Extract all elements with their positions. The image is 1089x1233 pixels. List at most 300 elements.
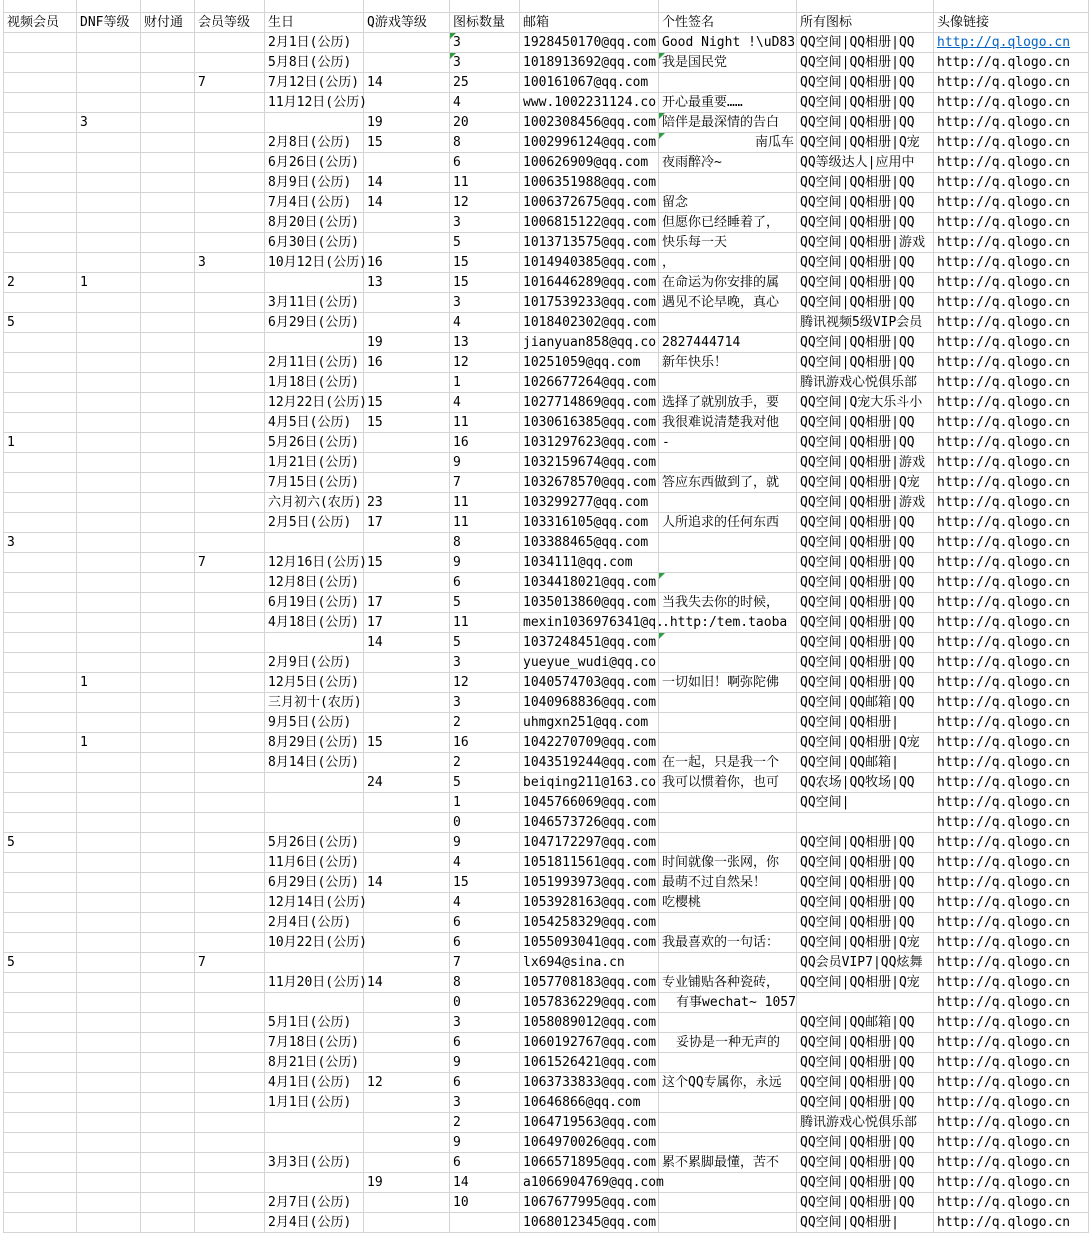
cell-vip-level[interactable] [195,153,265,173]
cell-all-icons[interactable]: QQ空间|QQ相册|QQ [797,673,934,693]
cell-signature[interactable] [659,693,797,713]
cell-vip-level[interactable] [195,653,265,673]
cell-icon-count[interactable]: 3 [450,53,520,73]
cell-qq-game-level[interactable] [364,693,450,713]
cell-avatar-link[interactable]: http://q.qlogo.cn [934,793,1089,813]
cell-vip-level[interactable]: 7 [195,553,265,573]
cell-tenpay[interactable] [141,393,195,413]
cell-vip-level[interactable] [195,1113,265,1133]
cell-avatar-link[interactable]: http://q.qlogo.cn [934,373,1089,393]
cell-avatar-link[interactable]: http://q.qlogo.cn [934,313,1089,333]
cell-signature[interactable] [659,453,797,473]
cell-qq-game-level[interactable]: 15 [364,393,450,413]
cell-birthday[interactable] [265,793,364,813]
cell-video-vip[interactable] [4,373,77,393]
cell-email[interactable]: 1042270709@qq.com [520,733,659,753]
cell-video-vip[interactable] [4,893,77,913]
cell-video-vip[interactable] [4,53,77,73]
cell-all-icons[interactable]: QQ空间|QQ相册|QQ [797,513,934,533]
cell-avatar-link[interactable]: http://q.qlogo.cn [934,973,1089,993]
cell-vip-level[interactable] [195,1093,265,1113]
cell-email[interactable]: lx694@sina.cn [520,953,659,973]
cell-video-vip[interactable] [4,1093,77,1113]
cell-signature[interactable] [659,913,797,933]
cell-tenpay[interactable] [141,33,195,53]
cell-tenpay[interactable] [141,753,195,773]
cell-email[interactable]: 1013713575@qq.com [520,233,659,253]
cell-avatar-link[interactable]: http://q.qlogo.cn [934,993,1089,1013]
cell-all-icons[interactable]: QQ空间|QQ相册|QQ [797,893,934,913]
cell-birthday[interactable]: 4月5日(公历) [265,413,364,433]
cell-all-icons[interactable]: QQ空间|QQ相册|QQ [797,353,934,373]
cell-avatar-link[interactable]: http://q.qlogo.cn [934,433,1089,453]
cell-dnf-level[interactable] [77,653,141,673]
header-dnf-level[interactable]: DNF等级 [77,13,141,33]
cell-tenpay[interactable] [141,873,195,893]
cell-signature[interactable]: 快乐每一天 [659,233,797,253]
cell-qq-game-level[interactable] [364,53,450,73]
cell-email[interactable]: 1006815122@qq.com [520,213,659,233]
cell-video-vip[interactable] [4,633,77,653]
cell-avatar-link[interactable]: http://q.qlogo.cn [934,473,1089,493]
cell-icon-count[interactable]: 3 [450,213,520,233]
cell-signature[interactable]: 陪伴是最深情的告白 [659,113,797,133]
cell-all-icons[interactable]: QQ空间|QQ邮箱|QQ [797,693,934,713]
cell-tenpay[interactable] [141,373,195,393]
cell-tenpay[interactable] [141,773,195,793]
cell-tenpay[interactable] [141,453,195,473]
cell-vip-level[interactable] [195,213,265,233]
cell-birthday[interactable]: 6月29日(公历) [265,873,364,893]
cell-video-vip[interactable] [4,73,77,93]
cell-avatar-link[interactable]: http://q.qlogo.cn [934,113,1089,133]
cell-avatar-link[interactable]: http://q.qlogo.cn [934,93,1089,113]
cell-vip-level[interactable] [195,813,265,833]
cell-dnf-level[interactable] [77,633,141,653]
cell-birthday[interactable]: 11月12日(公历) [265,93,364,113]
cell-signature[interactable]: 开心最重要…… [659,93,797,113]
cell-tenpay[interactable] [141,1173,195,1193]
cell-email[interactable]: uhmgxn251@qq.com [520,713,659,733]
cell-birthday[interactable]: 8月29日(公历) [265,733,364,753]
cell-qq-game-level[interactable] [364,93,450,113]
cell-birthday[interactable]: 六月初六(农历) [265,493,364,513]
cell-avatar-link[interactable]: http://q.qlogo.cn [934,1033,1089,1053]
cell-tenpay[interactable] [141,713,195,733]
cell-vip-level[interactable] [195,713,265,733]
cell-tenpay[interactable] [141,193,195,213]
cell-all-icons[interactable]: 腾讯游戏心悦俱乐部 [797,1113,934,1133]
cell-signature[interactable] [659,1213,797,1233]
cell-signature[interactable] [659,373,797,393]
cell-icon-count[interactable]: 3 [450,653,520,673]
cell-vip-level[interactable] [195,993,265,1013]
cell-tenpay[interactable] [141,1193,195,1213]
cell-dnf-level[interactable] [77,953,141,973]
cell-dnf-level[interactable] [77,373,141,393]
cell-all-icons[interactable]: QQ空间|QQ相册|QQ [797,1173,934,1193]
cell-dnf-level[interactable] [77,1173,141,1193]
cell-tenpay[interactable] [141,53,195,73]
cell-birthday[interactable]: 2月1日(公历) [265,33,364,53]
cell-dnf-level[interactable] [77,553,141,573]
cell-all-icons[interactable] [797,813,934,833]
cell-dnf-level[interactable] [77,93,141,113]
cell-video-vip[interactable] [4,513,77,533]
cell-video-vip[interactable] [4,873,77,893]
cell-email[interactable]: 1055093041@qq.com [520,933,659,953]
cell-signature[interactable] [659,1193,797,1213]
empty-cell[interactable] [77,0,141,13]
cell-all-icons[interactable]: QQ农场|QQ牧场|QQ [797,773,934,793]
cell-icon-count[interactable]: 2 [450,1113,520,1133]
cell-qq-game-level[interactable] [364,1033,450,1053]
cell-video-vip[interactable]: 5 [4,953,77,973]
cell-qq-game-level[interactable]: 17 [364,513,450,533]
cell-qq-game-level[interactable]: 24 [364,773,450,793]
cell-tenpay[interactable] [141,853,195,873]
cell-signature[interactable]: 这个QQ专属你，永远 [659,1073,797,1093]
cell-tenpay[interactable] [141,893,195,913]
cell-avatar-link[interactable]: http://q.qlogo.cn [934,1013,1089,1033]
cell-avatar-link[interactable]: http://q.qlogo.cn [934,1133,1089,1153]
cell-qq-game-level[interactable] [364,653,450,673]
cell-email[interactable]: 1034111@qq.com [520,553,659,573]
cell-birthday[interactable]: 12月22日(公历) [265,393,364,413]
cell-qq-game-level[interactable]: 14 [364,973,450,993]
cell-video-vip[interactable] [4,553,77,573]
cell-video-vip[interactable] [4,473,77,493]
cell-video-vip[interactable] [4,693,77,713]
cell-vip-level[interactable]: 7 [195,953,265,973]
cell-all-icons[interactable]: QQ空间|QQ相册|Q宠 [797,133,934,153]
cell-all-icons[interactable]: QQ空间|QQ相册|QQ [797,1193,934,1213]
cell-email[interactable]: 1018913692@qq.com [520,53,659,73]
cell-video-vip[interactable] [4,813,77,833]
cell-video-vip[interactable] [4,173,77,193]
cell-all-icons[interactable]: QQ空间|QQ相册|QQ [797,833,934,853]
cell-signature[interactable] [659,1133,797,1153]
cell-signature[interactable] [659,1173,797,1193]
cell-dnf-level[interactable] [77,1113,141,1133]
cell-birthday[interactable]: 6月29日(公历) [265,313,364,333]
cell-video-vip[interactable] [4,713,77,733]
cell-dnf-level[interactable] [77,853,141,873]
cell-avatar-link[interactable]: http://q.qlogo.cn [934,393,1089,413]
cell-birthday[interactable] [265,773,364,793]
cell-dnf-level[interactable] [77,873,141,893]
cell-email[interactable]: 1060192767@qq.com [520,1033,659,1053]
cell-tenpay[interactable] [141,733,195,753]
cell-email[interactable]: 1002996124@qq.com [520,133,659,153]
cell-tenpay[interactable] [141,1093,195,1113]
cell-birthday[interactable]: 6月26日(公历) [265,153,364,173]
cell-tenpay[interactable] [141,1073,195,1093]
cell-avatar-link[interactable]: http://q.qlogo.cn [934,833,1089,853]
cell-video-vip[interactable] [4,1113,77,1133]
cell-qq-game-level[interactable] [364,1193,450,1213]
cell-video-vip[interactable] [4,1173,77,1193]
cell-all-icons[interactable]: QQ空间|QQ相册|QQ [797,573,934,593]
cell-email[interactable]: 1051993973@qq.com [520,873,659,893]
cell-email[interactable]: 1002308456@qq.com [520,113,659,133]
cell-email[interactable]: yueyue_wudi@qq.co [520,653,659,673]
cell-birthday[interactable]: 7月15日(公历) [265,473,364,493]
cell-all-icons[interactable]: QQ空间|QQ相册|QQ [797,853,934,873]
cell-video-vip[interactable] [4,453,77,473]
cell-all-icons[interactable]: QQ空间|QQ相册|QQ [797,273,934,293]
cell-tenpay[interactable] [141,693,195,713]
cell-signature[interactable]: 答应东西做到了，就 [659,473,797,493]
cell-qq-game-level[interactable]: 17 [364,613,450,633]
cell-video-vip[interactable] [4,933,77,953]
cell-vip-level[interactable] [195,313,265,333]
cell-dnf-level[interactable] [77,473,141,493]
cell-icon-count[interactable]: 0 [450,813,520,833]
cell-qq-game-level[interactable] [364,233,450,253]
cell-all-icons[interactable]: QQ空间|QQ相册| [797,1213,934,1233]
cell-signature[interactable] [659,533,797,553]
cell-email[interactable]: 1061526421@qq.com [520,1053,659,1073]
cell-avatar-link[interactable]: http://q.qlogo.cn [934,513,1089,533]
cell-signature[interactable]: 2827444714 [659,333,797,353]
cell-icon-count[interactable]: 8 [450,533,520,553]
cell-tenpay[interactable] [141,513,195,533]
empty-cell[interactable] [450,0,520,13]
empty-cell[interactable] [364,0,450,13]
cell-avatar-link[interactable]: http://q.qlogo.cn [934,1053,1089,1073]
cell-video-vip[interactable] [4,1073,77,1093]
cell-avatar-link[interactable]: http://q.qlogo.cn [934,873,1089,893]
cell-icon-count[interactable]: 20 [450,113,520,133]
cell-video-vip[interactable] [4,613,77,633]
cell-vip-level[interactable] [195,1033,265,1053]
cell-video-vip[interactable] [4,1193,77,1213]
cell-video-vip[interactable] [4,653,77,673]
cell-qq-game-level[interactable]: 14 [364,193,450,213]
cell-avatar-link[interactable]: http://q.qlogo.cn [934,193,1089,213]
cell-video-vip[interactable]: 5 [4,833,77,853]
cell-qq-game-level[interactable]: 19 [364,1173,450,1193]
cell-all-icons[interactable]: QQ空间|QQ相册|QQ [797,613,934,633]
cell-vip-level[interactable] [195,1073,265,1093]
cell-all-icons[interactable] [797,993,934,1013]
cell-tenpay[interactable] [141,953,195,973]
cell-vip-level[interactable] [195,693,265,713]
cell-avatar-link[interactable] [934,33,1089,53]
cell-avatar-link[interactable]: http://q.qlogo.cn [934,693,1089,713]
cell-email[interactable]: jianyuan858@qq.co [520,333,659,353]
header-vip-level[interactable]: 会员等级 [195,13,265,33]
cell-all-icons[interactable]: QQ空间|QQ相册|QQ [797,553,934,573]
cell-qq-game-level[interactable] [364,313,450,333]
cell-avatar-link[interactable]: http://q.qlogo.cn [934,213,1089,233]
cell-signature[interactable]: 我是国民党 [659,53,797,73]
cell-icon-count[interactable]: 1 [450,793,520,813]
cell-video-vip[interactable] [4,733,77,753]
cell-qq-game-level[interactable] [364,1093,450,1113]
cell-signature[interactable]: 吃樱桃 [659,893,797,913]
cell-qq-game-level[interactable] [364,913,450,933]
cell-video-vip[interactable] [4,1153,77,1173]
cell-vip-level[interactable] [195,1153,265,1173]
cell-dnf-level[interactable] [77,773,141,793]
cell-tenpay[interactable] [141,593,195,613]
cell-birthday[interactable]: 12月5日(公历) [265,673,364,693]
cell-avatar-link[interactable]: http://q.qlogo.cn [934,133,1089,153]
header-tenpay[interactable]: 财付通 [141,13,195,33]
cell-birthday[interactable]: 2月11日(公历) [265,353,364,373]
header-all-icons[interactable]: 所有图标 [797,13,934,33]
empty-cell[interactable] [797,0,934,13]
header-email[interactable]: 邮箱 [520,13,659,33]
cell-birthday[interactable] [265,1113,364,1133]
cell-all-icons[interactable]: QQ空间|QQ相册|QQ [797,413,934,433]
cell-qq-game-level[interactable] [364,1113,450,1133]
cell-birthday[interactable] [265,1133,364,1153]
cell-all-icons[interactable]: 腾讯游戏心悦俱乐部 [797,373,934,393]
cell-birthday[interactable]: 2月8日(公历) [265,133,364,153]
cell-signature[interactable] [659,313,797,333]
cell-avatar-link[interactable]: http://q.qlogo.cn [934,493,1089,513]
cell-video-vip[interactable] [4,753,77,773]
cell-email[interactable]: 100626909@qq.com [520,153,659,173]
header-signature[interactable]: 个性签名 [659,13,797,33]
cell-avatar-link[interactable]: http://q.qlogo.cn [934,813,1089,833]
cell-all-icons[interactable]: QQ空间|QQ相册|QQ [797,1053,934,1073]
cell-icon-count[interactable]: 9 [450,453,520,473]
cell-icon-count[interactable]: 2 [450,753,520,773]
cell-qq-game-level[interactable]: 13 [364,273,450,293]
cell-icon-count[interactable]: 4 [450,893,520,913]
cell-qq-game-level[interactable] [364,533,450,553]
cell-avatar-link[interactable]: http://q.qlogo.cn [934,453,1089,473]
cell-dnf-level[interactable] [77,993,141,1013]
cell-video-vip[interactable] [4,133,77,153]
cell-signature[interactable]: 专业铺贴各种瓷砖， [659,973,797,993]
cell-qq-game-level[interactable] [364,933,450,953]
cell-avatar-link[interactable]: http://q.qlogo.cn [934,893,1089,913]
cell-avatar-link[interactable]: http://q.qlogo.cn [934,1093,1089,1113]
cell-signature[interactable]: 人所追求的任何东西 [659,513,797,533]
cell-vip-level[interactable] [195,733,265,753]
cell-tenpay[interactable] [141,333,195,353]
cell-signature[interactable]: 我最喜欢的一句话： [659,933,797,953]
cell-all-icons[interactable]: QQ空间| [797,793,934,813]
cell-icon-count[interactable]: 11 [450,613,520,633]
cell-qq-game-level[interactable]: 15 [364,133,450,153]
cell-signature[interactable]: 留念 [659,193,797,213]
cell-video-vip[interactable] [4,793,77,813]
cell-avatar-link[interactable]: http://q.qlogo.cn [934,713,1089,733]
cell-avatar-link[interactable]: http://q.qlogo.cn [934,1173,1089,1193]
cell-email[interactable]: 1027714869@qq.com [520,393,659,413]
cell-dnf-level[interactable] [77,973,141,993]
cell-dnf-level[interactable] [77,193,141,213]
cell-dnf-level[interactable] [77,1093,141,1113]
cell-vip-level[interactable] [195,1133,265,1153]
cell-video-vip[interactable]: 2 [4,273,77,293]
cell-avatar-link[interactable]: http://q.qlogo.cn [934,593,1089,613]
cell-birthday[interactable] [265,333,364,353]
cell-dnf-level[interactable] [77,1133,141,1153]
cell-email[interactable]: 1032159674@qq.com [520,453,659,473]
cell-signature[interactable] [659,1113,797,1133]
cell-qq-game-level[interactable] [364,573,450,593]
cell-qq-game-level[interactable] [364,673,450,693]
cell-vip-level[interactable] [195,933,265,953]
cell-dnf-level[interactable] [77,33,141,53]
cell-tenpay[interactable] [141,833,195,853]
cell-tenpay[interactable] [141,353,195,373]
cell-dnf-level[interactable] [77,613,141,633]
cell-vip-level[interactable] [195,773,265,793]
cell-video-vip[interactable] [4,493,77,513]
cell-icon-count[interactable]: 3 [450,1013,520,1033]
cell-email[interactable]: 1045766069@qq.com [520,793,659,813]
cell-video-vip[interactable] [4,353,77,373]
cell-video-vip[interactable] [4,33,77,53]
cell-qq-game-level[interactable]: 19 [364,333,450,353]
cell-video-vip[interactable] [4,333,77,353]
cell-qq-game-level[interactable]: 16 [364,253,450,273]
cell-tenpay[interactable] [141,633,195,653]
cell-qq-game-level[interactable] [364,213,450,233]
cell-qq-game-level[interactable] [364,1133,450,1153]
cell-icon-count[interactable]: 6 [450,1153,520,1173]
cell-vip-level[interactable] [195,753,265,773]
cell-email[interactable]: 1006351988@qq.com [520,173,659,193]
cell-birthday[interactable]: 8月20日(公历) [265,213,364,233]
cell-avatar-link[interactable]: http://q.qlogo.cn [934,573,1089,593]
cell-email[interactable]: 1040968836@qq.com [520,693,659,713]
cell-icon-count[interactable]: 16 [450,433,520,453]
cell-tenpay[interactable] [141,933,195,953]
cell-vip-level[interactable] [195,433,265,453]
cell-avatar-link[interactable]: http://q.qlogo.cn [934,773,1089,793]
cell-dnf-level[interactable]: 1 [77,673,141,693]
cell-all-icons[interactable]: QQ空间|QQ相册|QQ [797,33,934,53]
cell-vip-level[interactable] [195,33,265,53]
cell-email[interactable]: www.1002231124.co [520,93,659,113]
cell-signature[interactable] [659,1053,797,1073]
cell-all-icons[interactable]: QQ空间|QQ相册|QQ [797,633,934,653]
cell-all-icons[interactable]: QQ空间|QQ相册|QQ [797,913,934,933]
cell-tenpay[interactable] [141,473,195,493]
cell-birthday[interactable]: 2月5日(公历) [265,513,364,533]
cell-vip-level[interactable] [195,913,265,933]
cell-signature[interactable]: 但愿你已经睡着了， [659,213,797,233]
cell-signature[interactable] [659,713,797,733]
cell-dnf-level[interactable] [77,813,141,833]
cell-tenpay[interactable] [141,233,195,253]
cell-email[interactable]: a1066904769@qq.com [520,1173,659,1193]
cell-email[interactable]: 1051811561@qq.com [520,853,659,873]
cell-email[interactable]: mexin1036976341@q. [520,613,659,633]
cell-avatar-link[interactable]: http://q.qlogo.cn [934,353,1089,373]
cell-qq-game-level[interactable] [364,953,450,973]
cell-vip-level[interactable] [195,493,265,513]
cell-video-vip[interactable] [4,573,77,593]
cell-tenpay[interactable] [141,533,195,553]
cell-dnf-level[interactable] [77,133,141,153]
cell-signature[interactable]: Good Night !\uD83 [659,33,797,53]
cell-birthday[interactable] [265,273,364,293]
cell-video-vip[interactable] [4,413,77,433]
cell-icon-count[interactable]: 6 [450,153,520,173]
cell-birthday[interactable]: 8月9日(公历) [265,173,364,193]
cell-signature[interactable]: 遇见不论早晚，真心 [659,293,797,313]
